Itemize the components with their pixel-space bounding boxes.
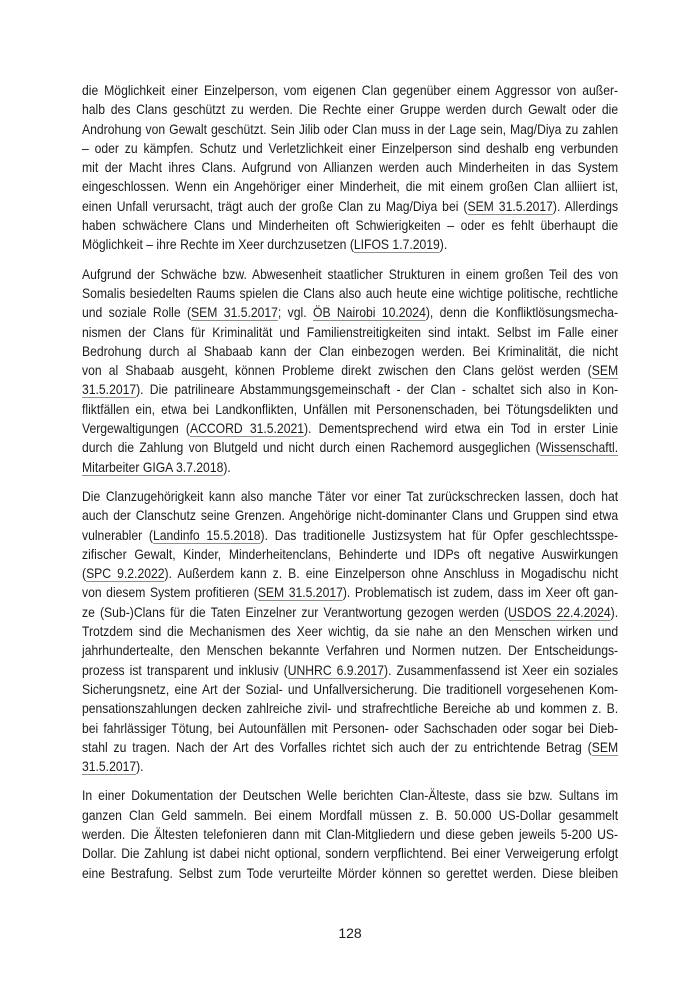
- text-line: [82, 177, 618, 196]
- text-run: ), denn die Konfliktlösungsmecha-: [425, 304, 619, 321]
- text-line: [82, 757, 618, 776]
- text-run: von diesem System profitieren (: [82, 584, 258, 601]
- text-run: Vergewaltigungen (: [82, 420, 190, 437]
- text-run: Trotzdem sind die Mechanismen des Xeer wichtig, da sie nahe an den Menschen wirken und: [82, 623, 619, 640]
- text-line: [82, 526, 618, 545]
- text-run: ). Allerdings: [552, 197, 619, 214]
- text-run: vulnerabler (: [82, 526, 153, 543]
- text-line: [82, 583, 618, 602]
- text-line: [82, 342, 618, 361]
- text-run: ). Zusammenfassend ist Xeer ein soziales: [384, 661, 619, 678]
- text-line: [82, 419, 618, 438]
- citation-link[interactable]: USDOS 22.4.2024: [508, 603, 611, 620]
- text-run: ).: [136, 758, 144, 775]
- text-line: [82, 487, 618, 506]
- text-line: [82, 806, 618, 825]
- text-run: ).: [439, 236, 448, 253]
- text-line: [82, 864, 618, 883]
- text-run: Möglichkeit – ihre Rechte im Xeer durchzusetzen (: [82, 236, 354, 253]
- text-line: [82, 641, 618, 660]
- citation-link[interactable]: SPC 9.2.2022: [86, 565, 165, 582]
- citation-link[interactable]: UNHRC 6.9.2017: [287, 661, 385, 678]
- text-line: [82, 235, 618, 254]
- text-run: ). Die patrilineare Abstammungsgemeinschaft - der Clan - schaltet sich also in Kon-: [136, 381, 619, 398]
- paragraph: [82, 265, 618, 477]
- paragraph: [82, 81, 618, 255]
- text-run: durch die Zahlung von Blutgeld und nicht durch einen Rachemord ausgeglichen (: [82, 439, 540, 456]
- citation-link[interactable]: SEM 31.5.2017: [257, 584, 343, 601]
- text-line: [82, 844, 618, 863]
- text-run: ). Problematisch ist zudem, dass im Xeer oft gan-: [342, 584, 619, 601]
- text-run: pensationszahlungen decken zahlreiche zivil- und strafrechtliche Bereiche ab und kommen z. B.: [82, 700, 619, 717]
- citation-link[interactable]: SEM 31.5.2017: [191, 304, 278, 321]
- citation-link[interactable]: ÖB Nairobi 10.2024: [312, 304, 426, 321]
- text-run: bei fahrlässiger Tötung, bei Autounfällen mit Personen- oder Sachschaden oder sogar bei Dieb-: [82, 719, 619, 736]
- text-line: [82, 458, 618, 477]
- text-line: [82, 158, 618, 177]
- page-number: 128: [338, 925, 362, 941]
- text-line: [82, 120, 618, 139]
- text-run: haben schwächere Clans und Minderheiten oft Schwierigkeiten – oder es fehlt überhaupt die: [82, 217, 619, 234]
- citation-link[interactable]: SEM: [591, 362, 619, 379]
- text-line: [82, 197, 618, 216]
- citation-link[interactable]: SEM 31.5.2017: [467, 197, 553, 214]
- citation-link[interactable]: ACCORD 31.5.2021: [189, 420, 304, 437]
- text-line: [82, 81, 618, 100]
- text-run: Dollar. Die Zahlung ist dabei nicht optional, sondern verpflichtend. Bei einer Verweigerung erfolgt: [82, 845, 619, 862]
- text-run: die Möglichkeit einer Einzelperson, vom eigenen Clan gegenüber einem Aggressor von außer-: [82, 82, 619, 98]
- text-line: [82, 284, 618, 303]
- citation-link[interactable]: 31.5.2017: [82, 758, 137, 775]
- text-line: [82, 438, 618, 457]
- text-run: Aufgrund der Schwäche bzw. Abwesenheit staatlicher Strukturen in einem großen Teil des von: [82, 265, 619, 282]
- text-run: ).: [223, 458, 231, 475]
- text-run: – oder zu kämpfen. Schutz und Verletzlichkeit einer Einzelperson sind deshalb eng verbunden: [82, 139, 619, 156]
- text-run: (: [82, 565, 87, 582]
- text-line: [82, 139, 618, 158]
- text-line: [82, 400, 618, 419]
- citation-link[interactable]: Landinfo 15.5.2018: [152, 526, 261, 543]
- text-line: [82, 506, 618, 525]
- text-run: eine Bestrafung. Selbst zum Tode verurteilte Mörder können so gerettet werden. Diese bleiben: [82, 864, 619, 881]
- text-run: Sicherungsnetz, eine Art der Sozial- und Unfallversicherung. Die traditionell vorgesehenen Kom-: [82, 680, 619, 697]
- text-run: von al Shabaab ausgeht, können Probleme direkt zwischen den Clans gelöst werden (: [82, 362, 592, 379]
- text-line: [82, 825, 618, 844]
- text-line: [82, 545, 618, 564]
- text-line: [82, 786, 618, 805]
- text-line: [82, 564, 618, 583]
- text-run: Die Clanzugehörigkeit kann also manche Täter vor einer Tat zurückschrecken lassen, doch hat: [82, 487, 619, 504]
- text-run: werden. Die Ältesten telefonieren dann mit Clan-Mitgliedern und diese geben jeweils 5-200 US-: [82, 825, 619, 842]
- text-run: prozess ist transparent und inklusiv (: [82, 661, 288, 678]
- text-line: [82, 719, 618, 738]
- text-run: ). Das traditionelle Justizsystem hat für Opfer geschlechtsspe-: [260, 526, 619, 543]
- text-line: [82, 738, 618, 757]
- citation-link[interactable]: LIFOS 1.7.2019: [353, 236, 440, 253]
- text-run: stahl zu tragen. Nach der Art des Vorfalles richtet sich auch der zu entrichtende Betrag (: [82, 738, 592, 755]
- text-run: ). Außerdem kann z. B. eine Einzelperson ohne Anschluss in Mogadischu nicht: [164, 565, 619, 582]
- citation-link[interactable]: 31.5.2017: [82, 381, 137, 398]
- text-run: fliktfällen ein, etwa bei Landkonflikten, Unfällen mit Personenschaden, bei Tötungsdelikten und: [82, 400, 619, 417]
- text-run: ganzen Clan Geld sammeln. Bei einem Mordfall müssen z. B. 50.000 US-Dollar gesammelt: [82, 806, 619, 823]
- text-run: jahrhundertealte, den Menschen bekannte Verfahren und Normen nutzen. Der Entscheidungs-: [82, 642, 619, 659]
- text-line: [82, 380, 618, 399]
- text-run: und soziale Rolle (: [82, 304, 192, 321]
- citation-link[interactable]: SEM: [591, 738, 619, 755]
- citation-link[interactable]: Mitarbeiter GIGA 3.7.2018: [82, 458, 224, 475]
- text-line: [82, 622, 618, 641]
- text-run: einen Unfall verursacht, trägt auch der große Clan zu Mag/Diya bei (: [82, 197, 468, 214]
- text-run: ). Dementsprechend wird etwa ein Tod in erster Linie: [303, 420, 619, 437]
- text-line: [82, 361, 618, 380]
- text-run: mit der Macht ihres Clans. Aufgrund von Allianzen werden auch Minderheiten in das System: [82, 159, 619, 176]
- text-run: Androhung von Gewalt geschützt. Sein Jilib oder Clan muss in der Lage sein, Mag/Diya zu zahlen: [82, 120, 619, 137]
- text-run: ; vgl.: [277, 304, 313, 321]
- text-line: [82, 661, 618, 680]
- document-body: [82, 81, 618, 893]
- text-run: Bedrohung durch al Shabaab kann der Clan einbezogen werden. Bei Kriminalität, die nicht: [82, 342, 619, 359]
- page-footer: [0, 923, 700, 943]
- text-line: [82, 265, 618, 284]
- text-line: [82, 603, 618, 622]
- text-line: [82, 699, 618, 718]
- text-run: auch der Clanschutz seine Grenzen. Angehörige nicht-dominanter Clans und Gruppen sind etwa: [82, 507, 619, 524]
- text-line: [82, 100, 618, 119]
- text-run: In einer Dokumentation der Deutschen Welle berichten Clan-Älteste, dass sie bzw. Sultans im: [82, 787, 619, 804]
- text-line: [82, 323, 618, 342]
- paragraph: [82, 786, 618, 882]
- text-run: ).: [610, 603, 619, 620]
- text-run: eingeschlossen. Wenn ein Angehöriger einer Minderheit, die mit einem großen Clan alliiert ist,: [82, 178, 619, 195]
- text-run: zifischer Gewalt, Kinder, Minderheitenclans, Behinderte und IDPs oft negative Auswirkungen: [82, 545, 619, 562]
- text-line: [82, 303, 618, 322]
- text-line: [82, 216, 618, 235]
- citation-link[interactable]: Wissenschaftl.: [539, 439, 619, 456]
- text-run: ze (Sub-)Clans für die Taten Einzelner zur Verantwortung gezogen werden (: [82, 603, 509, 620]
- paragraph: [82, 487, 618, 776]
- text-run: halb des Clans geschützt zu werden. Die Rechte einer Gruppe werden durch Gewalt oder die: [82, 101, 619, 118]
- text-line: [82, 680, 618, 699]
- text-run: Somalis besiedelten Raums spielen die Clans also auch heute eine wichtige politische, rechtliche: [82, 284, 619, 301]
- text-run: nismen der Clans für Kriminalität und Familienstreitigkeiten sind intakt. Selbst im Falle einer: [82, 323, 619, 340]
